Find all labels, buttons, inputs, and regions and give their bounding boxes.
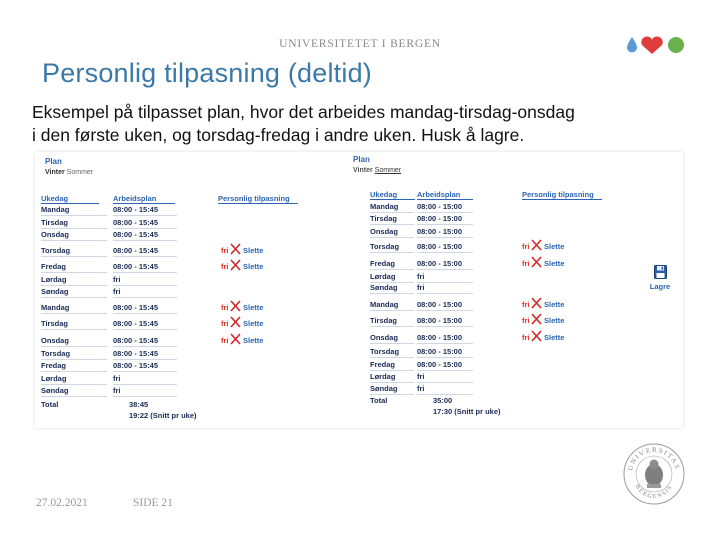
row-divider xyxy=(41,329,107,330)
weekday-cell: Tirsdag xyxy=(370,214,397,223)
weekday-cell: Søndag xyxy=(370,283,398,292)
weekday-cell: Søndag xyxy=(370,384,398,393)
workplan-cell: 08:00 - 15:00 xyxy=(417,347,463,356)
row-divider xyxy=(41,313,107,314)
total-label: Total xyxy=(41,400,59,409)
row-divider xyxy=(417,370,473,371)
table-row xyxy=(370,214,610,225)
header-underline xyxy=(218,203,298,204)
row-divider xyxy=(370,237,414,238)
weekday-cell: Onsdag xyxy=(41,336,69,345)
table-row xyxy=(41,205,301,216)
column-header-workplan: Arbeidsplan xyxy=(113,194,157,203)
row-divider xyxy=(41,228,107,229)
header-underline xyxy=(370,199,415,200)
row-divider xyxy=(113,359,177,360)
column-header-weekday: Ukedag xyxy=(41,194,69,203)
day-off-marker: fri xyxy=(522,316,530,325)
table-row xyxy=(41,246,301,257)
delete-link[interactable]: Slette xyxy=(243,336,264,345)
weekly-average: 19:22 (Snitt pr uke) xyxy=(129,411,197,420)
weekly-average: 17:30 (Snitt pr uke) xyxy=(433,407,501,416)
weekday-cell: Lørdag xyxy=(370,272,396,281)
delete-x-icon[interactable] xyxy=(531,239,542,251)
instruction-line-2: i den første uken, og torsdag-fredag i andre uken. Husk å lagre. xyxy=(32,125,525,145)
weekday-cell: Torsdag xyxy=(370,347,400,356)
table-row xyxy=(370,259,610,270)
delete-x-icon[interactable] xyxy=(531,256,542,268)
plan-screenshot xyxy=(35,152,683,428)
weekday-cell: Torsdag xyxy=(41,246,71,255)
row-divider xyxy=(417,326,473,327)
row-divider xyxy=(417,310,473,311)
delete-x-icon[interactable] xyxy=(531,297,542,309)
row-divider xyxy=(113,384,177,385)
delete-link[interactable]: Slette xyxy=(243,319,264,328)
row-divider xyxy=(417,212,473,213)
workplan-cell: 08:00 - 15:45 xyxy=(113,319,159,328)
workplan-cell: 08:00 - 15:45 xyxy=(113,218,159,227)
row-divider xyxy=(113,329,177,330)
delete-link[interactable]: Slette xyxy=(243,303,264,312)
table-row xyxy=(370,202,610,213)
instruction-text xyxy=(32,101,692,147)
row-divider xyxy=(41,240,107,241)
row-divider xyxy=(370,382,414,383)
row-divider xyxy=(113,346,177,347)
workplan-cell: 08:00 - 15:45 xyxy=(113,303,159,312)
weekday-cell: Torsdag xyxy=(370,242,400,251)
day-off-marker: fri xyxy=(522,333,530,342)
table-row xyxy=(41,374,301,385)
delete-link[interactable]: Slette xyxy=(243,246,264,255)
row-divider xyxy=(370,293,414,294)
workplan-cell: 08:00 - 15:00 xyxy=(417,227,463,236)
day-off-marker: fri xyxy=(221,246,229,255)
row-divider xyxy=(41,272,107,273)
season-tab-winter[interactable]: Vinter xyxy=(353,167,373,174)
workplan-cell: fri xyxy=(113,275,121,284)
row-divider xyxy=(370,343,414,344)
season-tab-summer[interactable]: Sommer xyxy=(374,167,402,174)
delete-link[interactable]: Slette xyxy=(544,333,565,342)
row-divider xyxy=(113,228,177,229)
workplan-cell: 08:00 - 15:00 xyxy=(417,259,463,268)
row-divider xyxy=(113,396,177,397)
row-divider xyxy=(41,297,107,298)
workplan-cell: 08:00 - 15:45 xyxy=(113,262,159,271)
workplan-cell: 08:00 - 15:00 xyxy=(417,316,463,325)
row-divider xyxy=(417,357,473,358)
table-row xyxy=(370,347,610,358)
day-off-marker: fri xyxy=(522,242,530,251)
table-row xyxy=(41,230,301,241)
weekday-cell: Torsdag xyxy=(41,349,71,358)
weekday-cell: Lørdag xyxy=(41,374,67,383)
weekday-cell: Fredag xyxy=(370,259,396,268)
weekday-cell: Søndag xyxy=(41,386,69,395)
row-divider xyxy=(370,269,414,270)
workplan-cell: 08:00 - 15:45 xyxy=(113,336,159,345)
row-divider xyxy=(370,370,414,371)
workplan-cell: 08:00 - 15:00 xyxy=(417,360,463,369)
row-divider xyxy=(370,252,414,253)
workplan-cell: 08:00 - 15:45 xyxy=(113,205,159,214)
season-tab-winter[interactable]: Vinter xyxy=(45,169,65,176)
row-divider xyxy=(370,357,414,358)
weekday-cell: Lørdag xyxy=(370,372,396,381)
workplan-cell: 08:00 - 15:00 xyxy=(417,300,463,309)
row-divider xyxy=(113,297,177,298)
table-row xyxy=(41,349,301,360)
delete-link[interactable]: Slette xyxy=(243,262,264,271)
table-row xyxy=(41,287,301,298)
row-divider xyxy=(113,240,177,241)
row-divider xyxy=(41,396,107,397)
row-divider xyxy=(370,326,414,327)
workplan-cell: 08:00 - 15:45 xyxy=(113,246,159,255)
row-divider xyxy=(41,346,107,347)
uib-logo-icon xyxy=(626,34,688,56)
weekday-cell: Mandag xyxy=(370,202,399,211)
row-divider xyxy=(417,343,473,344)
workplan-cell: 08:00 - 15:00 xyxy=(417,202,463,211)
workplan-cell: 08:00 - 15:00 xyxy=(417,333,463,342)
weekday-cell: Mandag xyxy=(41,205,70,214)
workplan-cell: 08:00 - 15:00 xyxy=(417,242,463,251)
workplan-cell: 08:00 - 15:45 xyxy=(113,230,159,239)
table-row xyxy=(41,386,301,397)
weekday-cell: Tirsdag xyxy=(41,319,68,328)
weekday-cell: Fredag xyxy=(41,262,67,271)
table-row xyxy=(370,316,610,327)
table-row xyxy=(41,218,301,229)
row-divider xyxy=(113,285,177,286)
total-label: Total xyxy=(370,396,388,405)
day-off-marker: fri xyxy=(221,336,229,345)
day-off-marker: fri xyxy=(221,319,229,328)
weekday-cell: Tirsdag xyxy=(370,316,397,325)
day-off-marker: fri xyxy=(221,262,229,271)
floppy-disk-icon xyxy=(654,265,667,279)
weekday-cell: Onsdag xyxy=(41,230,69,239)
day-off-marker: fri xyxy=(221,303,229,312)
table-row xyxy=(370,384,610,395)
day-off-marker: fri xyxy=(522,300,530,309)
delete-link[interactable]: Slette xyxy=(544,259,565,268)
delete-x-icon[interactable] xyxy=(531,330,542,342)
row-divider xyxy=(370,224,414,225)
row-divider xyxy=(417,224,473,225)
row-divider xyxy=(417,252,473,253)
plan-link[interactable]: Plan xyxy=(45,157,62,166)
row-divider xyxy=(417,237,473,238)
weekday-cell: Onsdag xyxy=(370,333,398,342)
workplan-cell: fri xyxy=(417,272,425,281)
workplan-cell: fri xyxy=(417,372,425,381)
table-row xyxy=(41,275,301,286)
table-row xyxy=(41,319,301,330)
workplan-cell: 08:00 - 15:45 xyxy=(113,361,159,370)
plan-link[interactable]: Plan xyxy=(353,155,370,164)
delete-link[interactable]: Slette xyxy=(544,242,565,251)
workplan-cell: fri xyxy=(113,287,121,296)
total-value: 35:00 xyxy=(433,396,453,405)
workplan-cell: fri xyxy=(417,283,425,292)
weekday-cell: Fredag xyxy=(370,360,396,369)
column-header-workplan: Arbeidsplan xyxy=(417,190,461,199)
footer-date: 27.02.2021 xyxy=(36,497,88,509)
weekday-cell: Lørdag xyxy=(41,275,67,284)
weekday-cell: Mandag xyxy=(41,303,70,312)
weekday-cell: Tirsdag xyxy=(41,218,68,227)
table-row xyxy=(370,360,610,371)
row-divider xyxy=(41,371,107,372)
footer-page-number: SIDE 21 xyxy=(133,497,173,509)
table-row xyxy=(41,262,301,273)
row-divider xyxy=(113,256,177,257)
row-divider xyxy=(417,293,473,294)
weekday-cell: Mandag xyxy=(370,300,399,309)
header-underline xyxy=(41,203,99,204)
weekday-cell: Fredag xyxy=(41,361,67,370)
table-row xyxy=(370,272,610,283)
table-row xyxy=(370,283,610,294)
header-underline xyxy=(522,199,602,200)
table-row xyxy=(41,303,301,314)
table-row xyxy=(370,242,610,253)
page-title: Personlig tilpasning (deltid) xyxy=(42,58,372,88)
workplan-cell: 08:00 - 15:45 xyxy=(113,349,159,358)
column-header-adjustment: Personlig tilpasning xyxy=(218,194,290,203)
row-divider xyxy=(41,285,107,286)
row-divider xyxy=(370,394,414,395)
delete-x-icon[interactable] xyxy=(230,333,241,345)
save-button[interactable] xyxy=(646,265,674,297)
row-divider xyxy=(41,256,107,257)
instruction-line-1: Eksempel på tilpasset plan, hvor det arbeides mandag-tirsdag-onsdag xyxy=(32,102,575,122)
table-row xyxy=(41,336,301,347)
row-divider xyxy=(113,371,177,372)
row-divider xyxy=(41,215,107,216)
table-row xyxy=(370,300,610,311)
workplan-cell: fri xyxy=(113,374,121,383)
svg-text:UNIVERSITAS: UNIVERSITAS xyxy=(626,445,682,472)
delete-x-icon[interactable] xyxy=(230,259,241,271)
workplan-cell: 08:00 - 15:00 xyxy=(417,214,463,223)
university-name: UNIVERSITETET I BERGEN xyxy=(279,38,441,50)
row-divider xyxy=(417,382,473,383)
delete-x-icon[interactable] xyxy=(531,313,542,325)
weekday-cell: Onsdag xyxy=(370,227,398,236)
weekday-cell: Søndag xyxy=(41,287,69,296)
table-row xyxy=(370,227,610,238)
row-divider xyxy=(113,313,177,314)
row-divider xyxy=(113,215,177,216)
row-divider xyxy=(113,272,177,273)
svg-text:BERGENSIS: BERGENSIS xyxy=(633,483,675,501)
delete-x-icon[interactable] xyxy=(230,316,241,328)
delete-link[interactable]: Slette xyxy=(544,316,565,325)
day-off-marker: fri xyxy=(522,259,530,268)
table-row xyxy=(41,361,301,372)
column-header-weekday: Ukedag xyxy=(370,190,398,199)
university-seal-icon xyxy=(622,442,686,506)
row-divider xyxy=(417,269,473,270)
delete-x-icon[interactable] xyxy=(230,300,241,312)
workplan-cell: fri xyxy=(417,384,425,393)
total-value: 38:45 xyxy=(129,400,149,409)
save-label: Lagre xyxy=(649,282,671,291)
season-tab-summer[interactable]: Sommer xyxy=(66,169,94,176)
row-divider xyxy=(41,359,107,360)
header-underline xyxy=(417,199,473,200)
table-row xyxy=(370,333,610,344)
row-divider xyxy=(370,212,414,213)
row-divider xyxy=(41,384,107,385)
delete-link[interactable]: Slette xyxy=(544,300,565,309)
row-divider xyxy=(417,394,473,395)
table-row xyxy=(370,372,610,383)
delete-x-icon[interactable] xyxy=(230,243,241,255)
header-underline xyxy=(113,203,175,204)
season-tabs xyxy=(353,167,401,174)
season-tabs xyxy=(45,169,93,176)
row-divider xyxy=(370,310,414,311)
column-header-adjustment: Personlig tilpasning xyxy=(522,190,594,199)
workplan-cell: fri xyxy=(113,386,121,395)
